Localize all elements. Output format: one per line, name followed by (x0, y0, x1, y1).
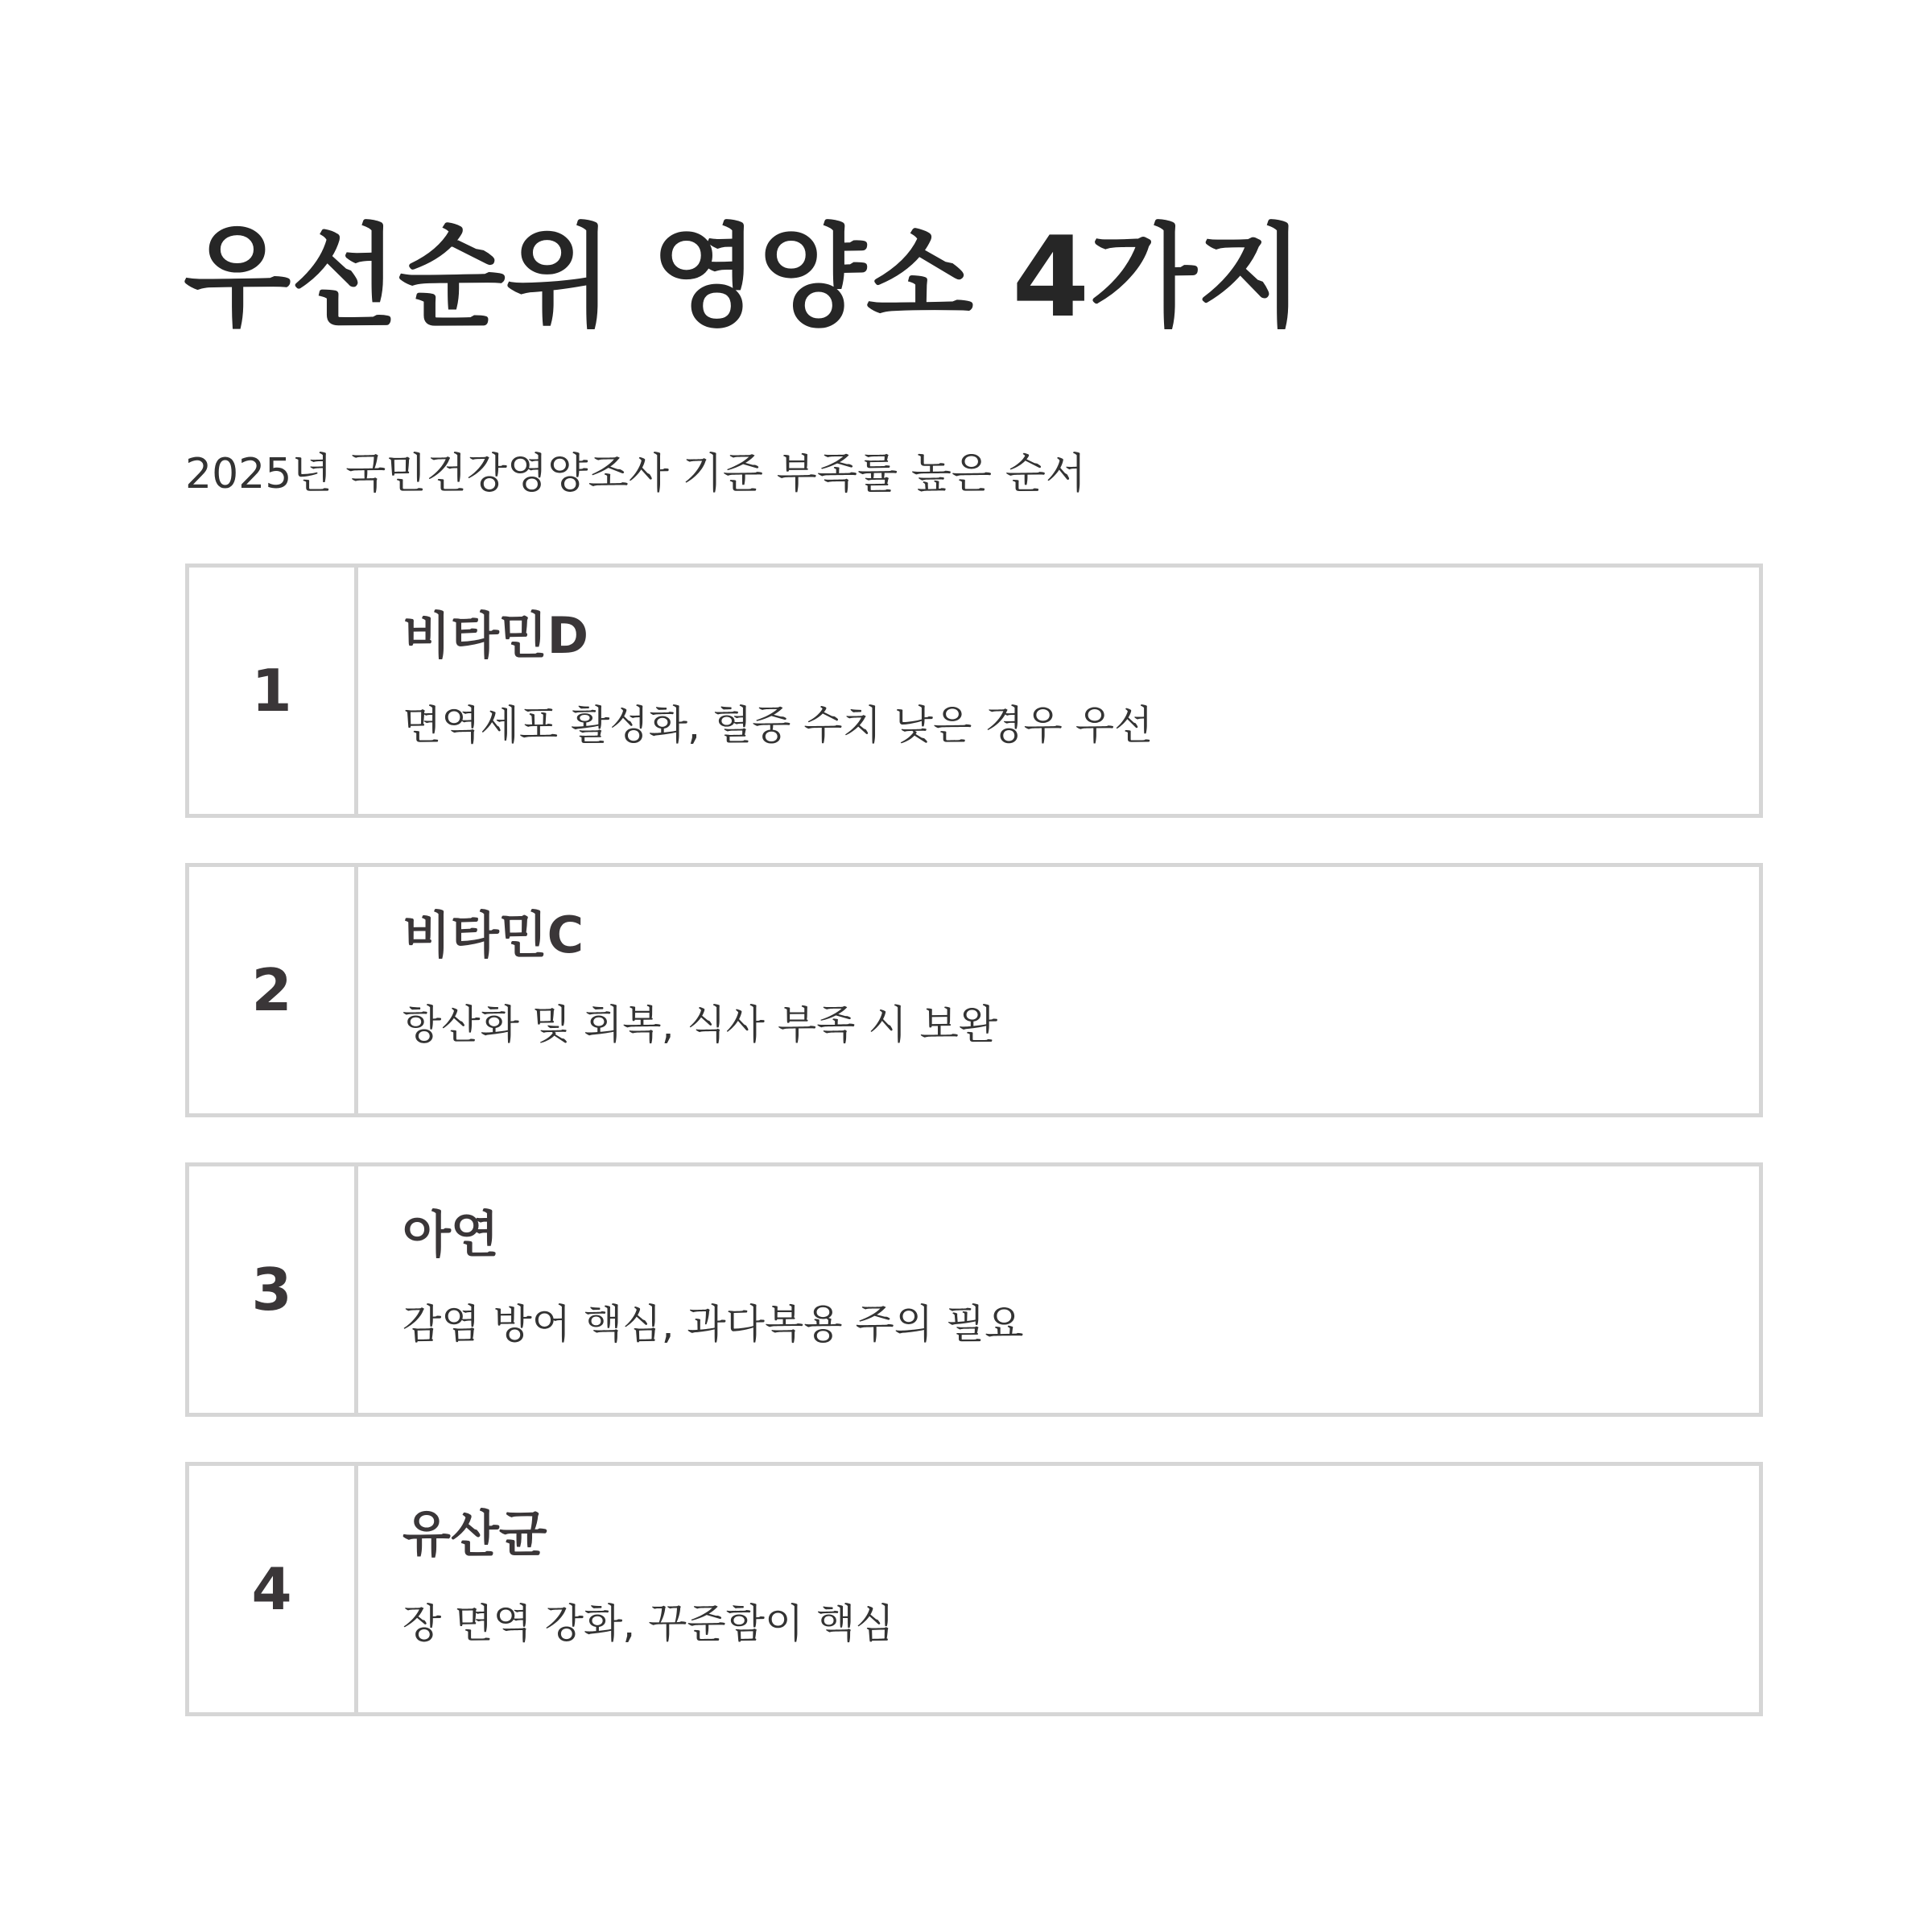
nutrient-name: 유산균 (402, 1505, 547, 1563)
list-item (185, 1162, 1763, 1417)
nutrient-name: 아연 (402, 1205, 499, 1264)
rank-number: 1 (189, 568, 358, 814)
rank-number: 4 (189, 1466, 358, 1712)
nutrient-list (185, 564, 1763, 1761)
rank-number: 2 (189, 867, 358, 1113)
nutrient-description: 면역세포 활성화, 혈중 수치 낮은 경우 우선 (402, 702, 1154, 749)
rank-number: 3 (189, 1166, 358, 1413)
list-item (185, 1462, 1763, 1716)
item-body (358, 1166, 1759, 1413)
nutrient-description: 장 면역 강화, 꾸준함이 핵심 (402, 1600, 894, 1648)
nutrient-description: 항산화 및 회복, 식사 부족 시 보완 (402, 1001, 998, 1049)
item-body (358, 568, 1759, 814)
item-body (358, 1466, 1759, 1712)
list-item (185, 564, 1763, 818)
item-body (358, 867, 1759, 1113)
nutrient-description: 감염 방어 핵심, 과다복용 주의 필요 (402, 1301, 1024, 1348)
nutrient-name: 비타민D (402, 606, 589, 665)
page-title: 우선순위 영양소 4가지 (184, 213, 1304, 342)
page-subtitle: 2025년 국민건강영양조사 기준 부족률 높은 순서 (185, 450, 1087, 498)
list-item (185, 863, 1763, 1117)
nutrient-name: 비타민C (402, 906, 584, 964)
